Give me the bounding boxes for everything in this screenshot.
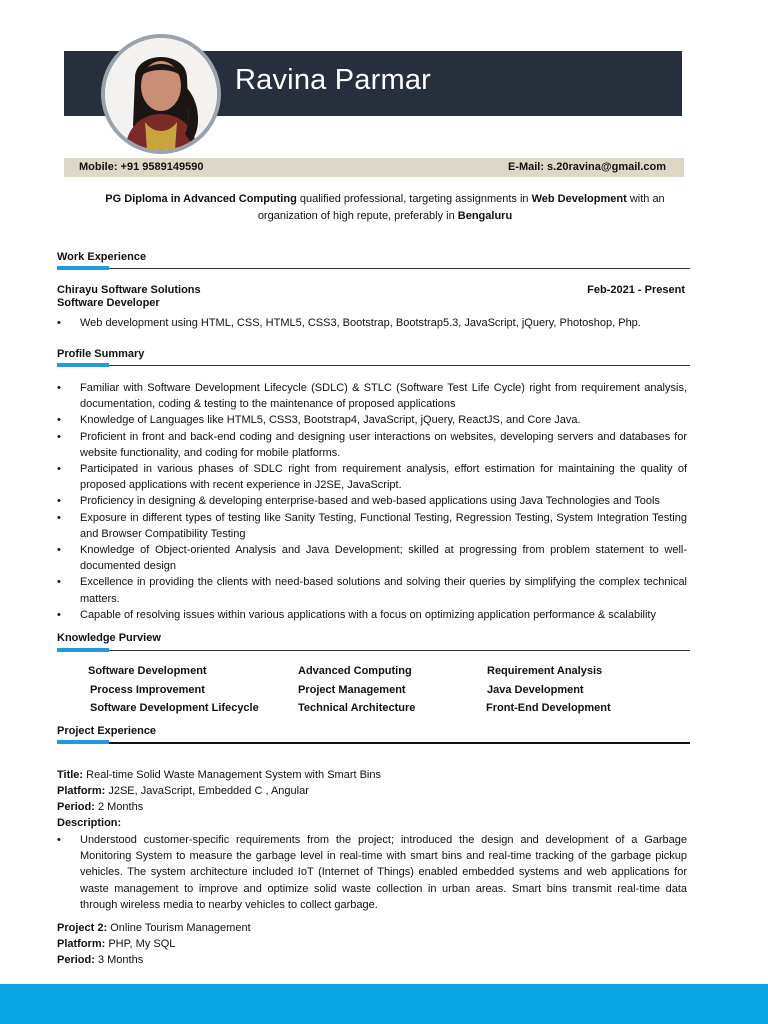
bullet-text: Exposure in different types of testing like Sanity Testing, Functional Testing, Regression Testing, System Integration Testing and Browser Compatibility Testing	[80, 511, 687, 540]
section-rule	[57, 365, 690, 366]
list-item	[57, 832, 687, 913]
section-rule	[57, 742, 690, 744]
section-title-knowledge: Knowledge Purview	[57, 632, 161, 644]
project-platform-label: Platform:	[57, 785, 106, 797]
list-item	[57, 380, 687, 412]
bullet-text: Proficient in front and back-end coding and designing user interactions on websites, developing servers and databases for website functionality, and coding for mobile platforms.	[80, 430, 687, 459]
section-accent	[57, 648, 109, 652]
bullet-icon: •	[57, 576, 61, 589]
list-item	[57, 607, 687, 623]
project-title: Online Tourism Management	[107, 922, 251, 934]
skill-item: Software Development Lifecycle	[90, 702, 259, 714]
job-title: Software Developer	[57, 297, 160, 309]
section-title-project: Project Experience	[57, 725, 157, 737]
summary-bold-3: Bengaluru	[457, 209, 513, 222]
list-item	[57, 461, 687, 493]
list-item	[57, 510, 687, 542]
project-platform: PHP, My SQL	[105, 938, 176, 950]
project-title-label: Project 2:	[57, 922, 108, 934]
bullet-icon: •	[57, 382, 61, 394]
list-item	[57, 429, 687, 461]
bullet-text: Participated in various phases of SDLC right from requirement analysis, effort estimation for maintaining the quality of proposed applications with recent experience in J2SE, JavaScript.	[80, 463, 687, 492]
skill-item: Java Development	[487, 684, 584, 696]
skill-item: Process Improvement	[90, 684, 205, 696]
contact-bar	[64, 158, 684, 177]
footer-band	[0, 984, 768, 1024]
email-address: E-Mail: s.20ravina@gmail.com	[507, 161, 666, 173]
person-photo-icon	[105, 38, 217, 150]
list-item	[57, 315, 687, 331]
project-period: 2 Months	[94, 801, 144, 813]
project-description: Understood customer-specific requirements from the project; introduced the design and development of a Garbage Monitoring System to measure the garbage level in real-time with smart bins and real-time tracking of the garbage pickup vehicles. The system architecture included IoT (Internet of Things) enabled embedded systems and web applications for waste management to improve and optimize solid waste collection in urban areas. Smart bins transmit real-time data through wireless media to nearby vehicles to collect garbage.	[80, 834, 687, 911]
summary-bold-2: Web Development	[531, 193, 627, 205]
job-company: Chirayu Software Solutions	[57, 284, 201, 296]
project-title: Real-time Solid Waste Management System with Smart Bins	[83, 769, 381, 781]
project-period-label: Period:	[57, 801, 95, 813]
bullet-icon: •	[57, 317, 61, 329]
bullet-text: Knowledge of Object-oriented Analysis and Java Development; skilled at progressing from problem statement to well-documented design	[80, 544, 687, 573]
section-title-profile: Profile Summary	[57, 348, 145, 360]
skill-item: Software Development	[88, 665, 207, 677]
list-item	[57, 412, 687, 428]
bullet-icon: •	[57, 414, 61, 427]
bullet-text: Familiar with Software Development Lifecycle (SDLC) & STLC (Software Test Life Cycle) right from requirement analysis, documentation, coding & testing to the maintenance of proposed applications	[80, 382, 687, 411]
bullet-icon: •	[57, 608, 61, 621]
list-item	[57, 493, 687, 509]
profile-summary-list	[57, 380, 687, 623]
summary-text-2: with an organization of high repute, preferably in	[257, 193, 665, 222]
bullet-icon: •	[57, 511, 61, 524]
summary-text-1: qualified professional, targeting assignments in	[296, 193, 532, 205]
skill-item: Project Management	[298, 684, 406, 696]
skill-item: Advanced Computing	[298, 665, 412, 677]
skill-item: Requirement Analysis	[487, 665, 603, 677]
skill-item: Technical Architecture	[298, 702, 416, 714]
project-platform: J2SE, JavaScript, Embedded C , Angular	[105, 785, 309, 797]
section-accent	[57, 266, 109, 270]
section-accent	[57, 740, 109, 744]
profile-photo	[101, 34, 221, 154]
skill-item: Front-End Development	[486, 702, 611, 714]
section-accent	[57, 363, 109, 367]
summary-bold-1: PG Diploma in Advanced Computing	[105, 193, 297, 205]
project-2	[57, 920, 251, 968]
list-item	[57, 574, 687, 606]
job-bullets	[57, 315, 687, 331]
project-title-label: Title:	[57, 769, 84, 781]
bullet-icon: •	[57, 463, 61, 476]
candidate-name: Ravina Parmar	[235, 64, 431, 96]
project-platform-label: Platform:	[57, 938, 106, 950]
job-dates: Feb-2021 - Present	[587, 284, 685, 296]
bullet-text: Excellence in providing the clients with need-based solutions and solving their queries by simplifying the complex technical matters.	[80, 576, 687, 605]
list-item	[57, 542, 687, 574]
section-title-work: Work Experience	[57, 251, 147, 263]
job-entry	[57, 284, 687, 309]
project-description-list	[57, 832, 687, 913]
mobile-number: Mobile: +91 9589149590	[79, 161, 204, 173]
section-rule	[57, 650, 690, 651]
project-1	[57, 767, 381, 831]
project-description-label: Description:	[57, 817, 122, 829]
project-period: 3 Months	[94, 954, 144, 966]
bullet-text: Proficiency in designing & developing enterprise-based and web-based applications using Java Technologies and Tools	[80, 495, 660, 508]
section-rule	[57, 268, 690, 269]
bullet-text: Web development using HTML, CSS, HTML5, CSS3, Bootstrap, Bootstrap5.3, JavaScript, jQuery, Photoshop, Php.	[80, 317, 641, 329]
bullet-icon: •	[57, 495, 61, 508]
bullet-icon: •	[57, 430, 61, 443]
bullet-icon: •	[57, 544, 61, 557]
bullet-text: Capable of resolving issues within various applications with a focus on optimizing application performance & scalability	[80, 608, 656, 621]
project-period-label: Period:	[57, 954, 95, 966]
career-objective	[80, 191, 690, 224]
candidate-role: Software Developer	[235, 116, 341, 130]
bullet-text: Knowledge of Languages like HTML5, CSS3, Bootstrap4, JavaScript, jQuery, ReactJS, and Core Java.	[80, 414, 581, 427]
bullet-icon: •	[57, 834, 61, 846]
